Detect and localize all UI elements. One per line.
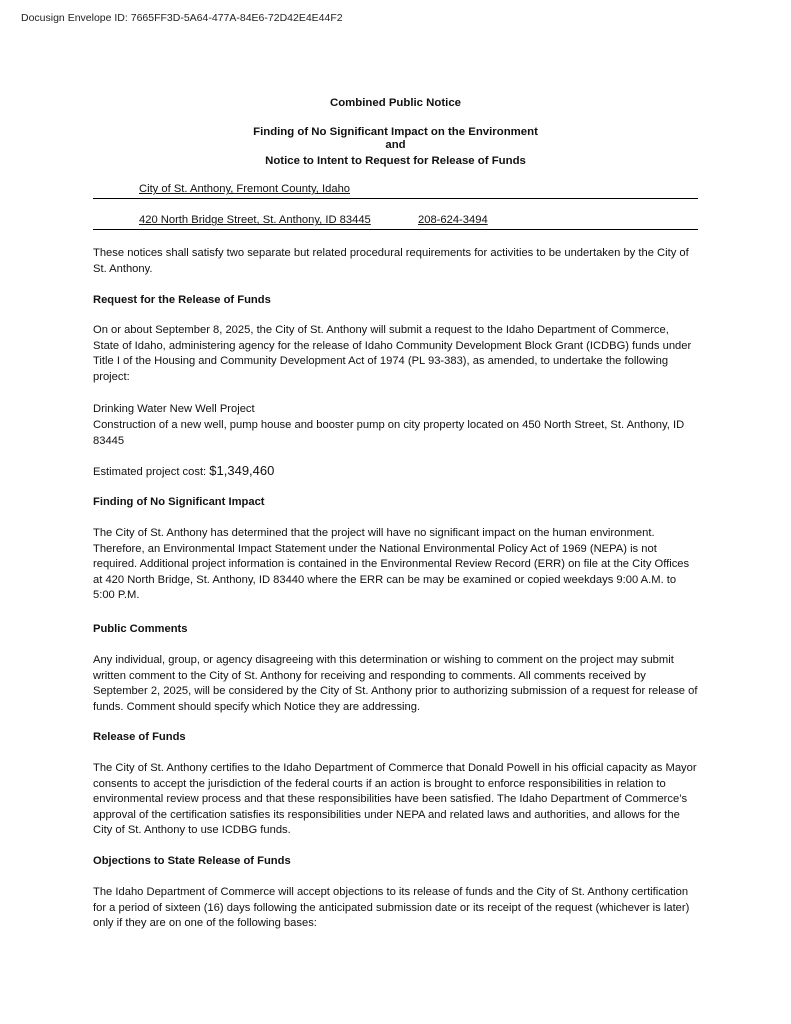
- intro-paragraph: These notices shall satisfy two separate but related procedural requirements for activities to be undertaken by the City of St. Anthony.: [93, 247, 689, 275]
- cost-label: Estimated project cost:: [93, 466, 210, 478]
- project-cost: [93, 463, 698, 481]
- phone: 208-624-3494: [418, 214, 488, 227]
- comments-paragraph: Any individual, group, or agency disagreeing with this determination or wishing to comment on the project may submit written comment to the City of St. Anthony for receiving and responding to comments. All comments received by September 2, 2025, will be considered by the City of St. Anthony prior to authorizing submission of a request for release of funds. Comment should specify which Notice they are addressing.: [93, 654, 698, 713]
- heading-release: Release of Funds: [93, 731, 186, 743]
- subtitle-and: and: [385, 139, 406, 151]
- subtitle-fonsi: Finding of No Significant Impact on the Environment: [253, 126, 538, 138]
- heading-fonsi: Finding of No Significant Impact: [93, 496, 265, 508]
- envelope-id: Docusign Envelope ID: 7665FF3D-5A64-477A-84E6-72D42E4E44F2: [21, 12, 343, 24]
- subtitle-rrof: Notice to Intent to Request for Release of Funds: [265, 155, 526, 167]
- notice-title: Combined Public Notice: [329, 97, 461, 109]
- city-name: City of St. Anthony, Fremont County, Idaho: [139, 183, 351, 196]
- fonsi-paragraph: The City of St. Anthony has determined that the project will have no significant impact on the human environment. Therefore, an Environmental Impact Statement under the National Environmental Policy Act of 1969 (NEPA) is not required. Additional project information is contained in the Environmental Review Record (ERR) on file at the City Offices at 420 North Bridge, St. Anthony, ID 83440 where the ERR can be may be examined or copied weekdays 9:00 A.M. to 5:00 P.M.: [93, 527, 690, 602]
- objections-paragraph: The Idaho Department of Commerce will accept objections to its release of funds and the City of St. Anthony certification for a period of sixteen (16) days following the anticipated submission date or its receipt of the request (whichever is later) only if they are on one of the following bases:: [93, 886, 690, 930]
- heading-request: Request for the Release of Funds: [93, 294, 271, 306]
- request-paragraph: On or about September 8, 2025, the City of St. Anthony will submit a request to the Idaho Department of Commerce, State of Idaho, administering agency for the release of Idaho Community Development Block Grant (ICDBG) funds under Title I of the Housing and Community Development Act of 1974 (PL 93-383), as amended, to undertake the following project:: [93, 324, 692, 383]
- project-name: Drinking Water New Well Project: [93, 403, 255, 415]
- project-description: Construction of a new well, pump house and booster pump on city property located on 450 North Street, St. Anthony, ID 83445: [93, 419, 685, 447]
- heading-comments: Public Comments: [93, 623, 188, 635]
- heading-objections: Objections to State Release of Funds: [93, 855, 291, 867]
- cost-value: $1,349,460: [209, 463, 275, 478]
- address: 420 North Bridge Street, St. Anthony, ID 83445: [139, 214, 371, 227]
- release-paragraph: The City of St. Anthony certifies to the Idaho Department of Commerce that Donald Powell in his official capacity as Mayor consents to accept the jurisdiction of the federal courts if an action is brought to enforce responsibilities in relation to environmental review process and that these responsibilities have been satisfied. The Idaho Department of Commerce’s approval of the certification satisfies its responsibilities under NEPA and related laws and authorities, and allows for the City of St. Anthony to use ICDBG funds.: [93, 762, 697, 837]
- city-line: [93, 182, 698, 199]
- address-line: [93, 213, 698, 230]
